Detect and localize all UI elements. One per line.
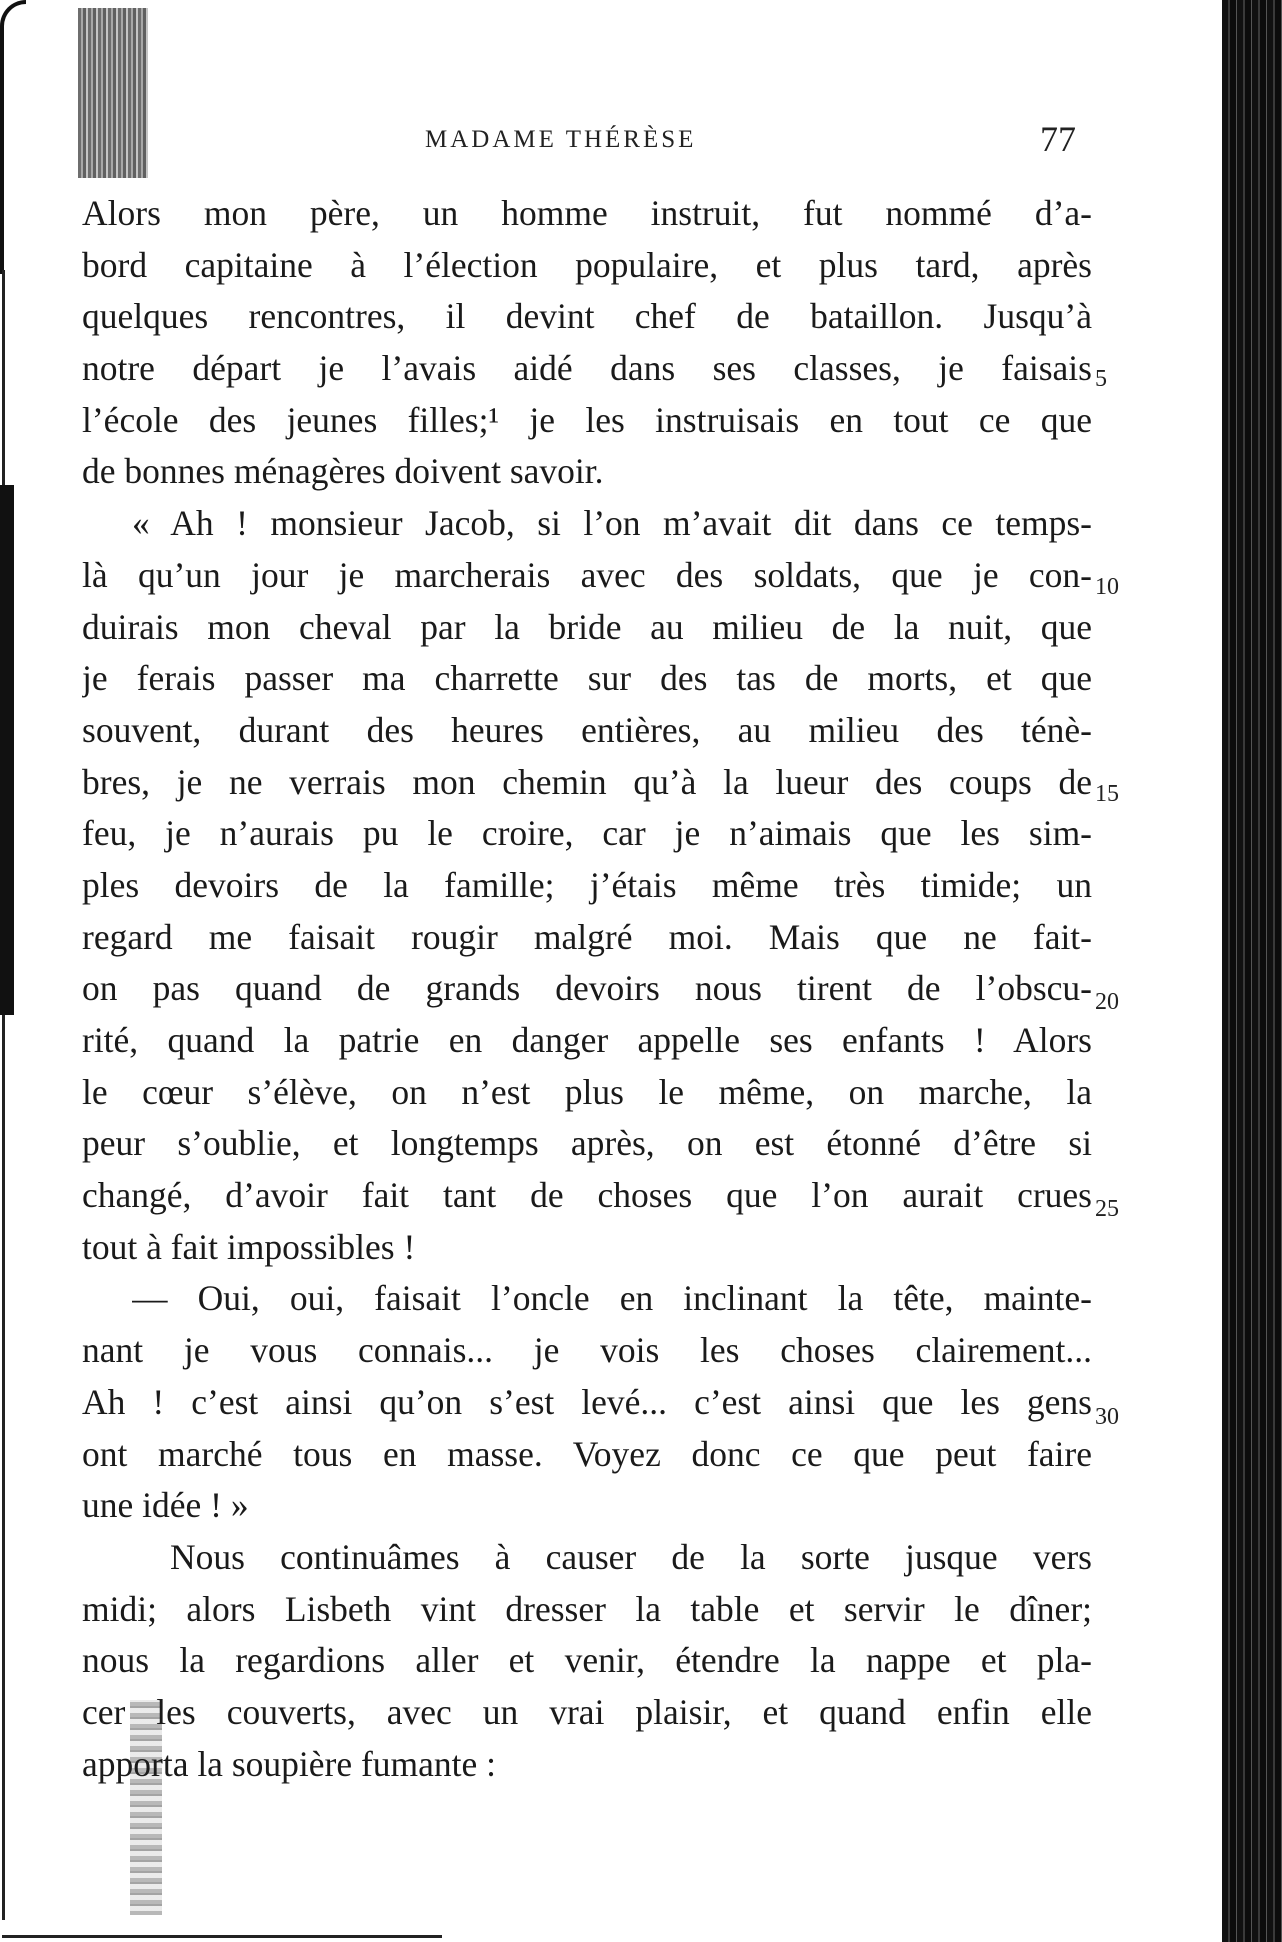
text-line <box>82 343 1092 395</box>
text-line <box>82 1429 1092 1481</box>
margin-line-number: 30 <box>1095 1403 1119 1430</box>
text-line-content: duirais mon cheval par la bride au milieu de la nuit, que <box>82 606 1092 647</box>
text-line-content: bord capitaine à l’élection populaire, et plus tard, après <box>82 244 1092 285</box>
text-line-content: regard me faisait rougir malgré moi. Mais que ne fait- <box>82 916 1092 957</box>
text-line-content: Ah ! c’est ainsi qu’on s’est levé... c’est ainsi que les gens <box>82 1381 1092 1422</box>
text-line-content: on pas quand de grands devoirs nous tirent de l’obscu- <box>82 968 1092 1009</box>
text-line <box>82 1532 1092 1584</box>
text-line-content: cer les couverts, avec un vrai plaisir, et quand enfin elle <box>82 1691 1092 1732</box>
text-line <box>82 1635 1092 1687</box>
scan-edge-bottom <box>2 1935 442 1938</box>
text-line <box>82 1273 1092 1325</box>
text-line <box>82 860 1092 912</box>
text-line-content: changé, d’avoir fait tant de choses que l’on aurait crues <box>82 1175 1092 1216</box>
text-line-content: quelques rencontres, il devint chef de bataillon. Jusqu’à <box>82 296 1092 337</box>
text-line-content: Nous continuâmes à causer de la sorte jusque vers <box>170 1536 1092 1577</box>
text-line-content: une idée ! » <box>82 1485 249 1526</box>
text-line <box>82 653 1092 705</box>
text-line <box>82 1584 1092 1636</box>
text-line-content: là qu’un jour je marcherais avec des soldats, que je con- <box>82 554 1092 595</box>
scan-edge-left-shadow <box>0 485 14 1015</box>
text-line <box>82 1015 1092 1067</box>
text-line-content: — Oui, oui, faisait l’oncle en inclinant la tête, mainte- <box>132 1278 1092 1319</box>
text-line-content: l’école des jeunes filles;¹ je les instruisais en tout ce que <box>82 399 1092 440</box>
text-line <box>82 1067 1092 1119</box>
text-line <box>82 705 1092 757</box>
text-line <box>82 757 1092 809</box>
text-line-content: apporta la soupière fumante : <box>82 1743 497 1784</box>
text-line <box>82 446 1092 498</box>
margin-line-number: 5 <box>1095 366 1107 392</box>
margin-line-number: 20 <box>1095 988 1119 1015</box>
text-line-content: nant je vous connais... je vois les choses clairement... <box>82 1330 1092 1371</box>
text-line-content: ont marché tous en masse. Voyez donc ce que peut faire <box>82 1433 1092 1474</box>
text-line <box>82 808 1092 860</box>
running-head: MADAME THÉRÈSE <box>425 126 697 153</box>
text-line <box>82 1687 1092 1739</box>
page-number: 77 <box>1040 119 1076 159</box>
text-line <box>82 188 1092 240</box>
text-line-content: peur s’oublie, et longtemps après, on est étonné d’être si <box>82 1123 1092 1164</box>
text-line <box>82 395 1092 447</box>
gutter-shadow-top <box>78 8 148 178</box>
text-line-content: nous la regardions aller et venir, étendre la nappe et pla- <box>82 1640 1092 1681</box>
text-line-content: rité, quand la patrie en danger appelle ses enfants ! Alors <box>82 1020 1092 1060</box>
scan-edge-top-left <box>0 0 26 274</box>
text-line-content: ples devoirs de la famille; j’étais même très timide; un <box>82 864 1092 905</box>
text-line-content: je ferais passer ma charrette sur des tas de morts, et que <box>82 658 1092 699</box>
text-line <box>82 1377 1092 1429</box>
binding-edge-right <box>1222 0 1282 1942</box>
text-line-content: Alors mon père, un homme instruit, fut nommé d’a- <box>82 193 1092 233</box>
margin-line-number: 25 <box>1095 1196 1119 1222</box>
margin-line-number: 10 <box>1095 573 1119 600</box>
text-line-content: souvent, durant des heures entières, au milieu des ténè- <box>82 709 1092 750</box>
text-line <box>82 602 1092 654</box>
text-line <box>82 1222 1092 1274</box>
text-line <box>82 963 1092 1015</box>
text-line <box>82 912 1092 964</box>
text-line <box>82 498 1092 550</box>
text-line <box>82 1325 1092 1377</box>
text-line <box>82 1170 1092 1222</box>
text-line-content: feu, je n’aurais pu le croire, car je n’aimais que les sim- <box>82 813 1092 854</box>
text-line-content: le cœur s’élève, on n’est plus le même, on marche, la <box>82 1071 1092 1112</box>
text-line <box>82 291 1092 343</box>
margin-line-number: 15 <box>1095 781 1119 807</box>
text-line <box>82 1118 1092 1170</box>
text-line <box>82 550 1092 602</box>
text-line <box>82 1480 1092 1532</box>
text-line-content: midi; alors Lisbeth vint dresser la table et servir le dîner; <box>82 1588 1092 1629</box>
text-line-content: bres, je ne verrais mon chemin qu’à la lueur des coups de <box>82 761 1092 802</box>
text-line-content: « Ah ! monsieur Jacob, si l’on m’avait dit dans ce temps- <box>132 503 1092 544</box>
text-line-content: tout à fait impossibles ! <box>82 1226 416 1267</box>
text-line <box>82 1739 1092 1791</box>
text-line-content: de bonnes ménagères doivent savoir. <box>82 451 604 492</box>
body-text <box>82 188 1092 1790</box>
text-line <box>82 240 1092 292</box>
text-line-content: notre départ je l’avais aidé dans ses classes, je faisais <box>82 348 1092 389</box>
